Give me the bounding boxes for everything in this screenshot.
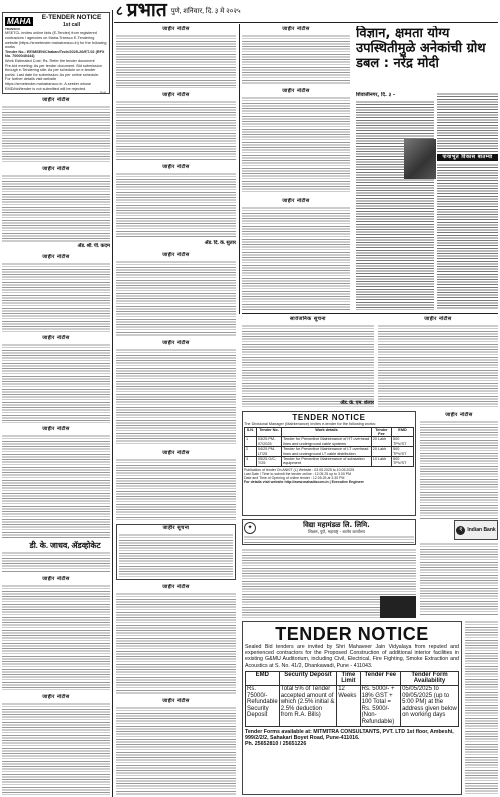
tender1-cell: 05/25 O/C-T/25 [256, 457, 281, 467]
tender1-cell: Tender for Preventive Maintenance of substation equipment [282, 457, 372, 467]
school-notice [242, 519, 416, 545]
tender2-cell: 12 Weeks [337, 686, 360, 727]
band-notice-heading-2: जाहीर नोटीस [424, 316, 452, 322]
mid-notice-heading-5: जाहीर नोटीस [162, 340, 190, 346]
bank-name: Indian Bank [467, 527, 496, 533]
mid-notice-body-7 [116, 592, 236, 694]
band-notice-body-2 [378, 324, 498, 408]
right-notice-body-3 [465, 620, 498, 795]
school-emblem-icon: ✦ [244, 522, 256, 534]
left-notice-body-5 [2, 434, 110, 538]
etender-cost: Work Estimated Cost: Rs. Refer the tender document [5, 58, 95, 63]
vigyan-body-2 [437, 92, 498, 152]
etender-notice [2, 12, 110, 94]
vigyan-sidebox-title: पायाभूत विकास बातम्या [437, 154, 498, 161]
mid-notice-body-5 [116, 348, 236, 446]
mid-notice-body-2 [116, 100, 236, 160]
mid-notice-body-1 [116, 34, 236, 88]
mid-notice-heading-4: जाहीर नोटीस [162, 252, 190, 258]
left-signature-2: डी. के. जाधव, ॲडव्होकेट [29, 541, 101, 550]
column-rule-left [112, 10, 113, 797]
left-notice-body-3 [2, 262, 110, 332]
tender2-cell: Rs. 75000/- Refundable Security Deposit [246, 686, 280, 727]
tender2-footer-2: Ph. 25652810 / 25651226 [245, 741, 307, 748]
tender1-cell: 03/25 PM-07/2025 [256, 437, 281, 447]
mid-notice-heading-6: जाहीर नोटीस [162, 450, 190, 456]
logo-text: MAHA [7, 16, 31, 26]
tender1-cell: 20 Lakh [371, 437, 391, 447]
tender2-footer-1: Tender Forms available at: MITMITRA CONSULTANTS, PVT. LTD 1st floor, Ambeshi, 999/2/2/2, Sahakari Boyet Road, Pune-411016. [245, 728, 454, 741]
tender2-col-emd: EMD [246, 671, 280, 685]
tender1-col-work: Work details [282, 427, 372, 437]
left-notice-heading-2: जाहीर नोटीस [42, 166, 70, 172]
tender1-col-emd: EMD [392, 427, 414, 437]
tender1-cell: 500 TPV/ST [392, 457, 414, 467]
left-notice-heading-7: जाहीर नोटीस [42, 694, 70, 700]
mid-notice-heading-7: जाहीर नोटीस [162, 584, 190, 590]
etender-dates: Pre-bid meeting: As per tender document. Bid submission through e-Tendering site: As per schedule on e-tender portal. Last date for submission: As per online schedule. [5, 63, 102, 77]
masthead-rule [114, 22, 498, 23]
vigyan-body-1 [356, 100, 434, 310]
tender1-table [244, 427, 414, 467]
etender-more: For further details visit website https://srmetender.mahatransco.in. A seeker whose EMD/bid/tender is not submitted will be rejected. [5, 77, 92, 91]
tender2-col-deposit: Security Deposit [279, 671, 337, 685]
tender2-col-fee: Tender Fee [360, 671, 400, 685]
tender1-footer-line: Date and Time of Opening of online tender : 12.05.25 at 3.30 PM [244, 476, 345, 481]
etender-logo-suffix: TRANSCO [5, 27, 20, 31]
left-signature-1: ॲड. श्री. पी. कदम [77, 244, 110, 249]
mid-notice-body-3 [116, 172, 236, 238]
school-body [244, 535, 414, 544]
tender-notice-1 [242, 411, 416, 516]
tender2-cell: Total 5% of Tender accepted amount of which (2.5% initial & 2.5% deduction from R.A. Bills) [279, 686, 337, 727]
tender1-cell: 04/25 PM-LT/25 [256, 447, 281, 457]
mr-notice-heading-1: जाहीर नोटीस [282, 26, 310, 32]
school-sub: शिक्षण, पुणे, महाराष्ट्र - शालेय कार्यालय [308, 529, 365, 534]
mid-notice-body-6 [116, 458, 236, 520]
tender2-header-row [246, 671, 459, 685]
tender1-footer-line: Publication of tender On ANKIT (L) Website : 03.05.2025 to 10.05.2025 [244, 467, 355, 472]
tender1-cell: 20 Lakh [371, 447, 391, 457]
mid-notice-heading-8: जाहीर नोटीस [162, 698, 190, 704]
left-notice-heading-6: जाहीर नोटीस [42, 576, 70, 582]
tender1-cell: Tender for Preventive Maintenance of HT overhead lines and underground cable systems [282, 437, 372, 447]
dateline: पुणे, शनिवार, दि. ३ मे २०२५ [170, 7, 241, 15]
mr-notice-heading-2: जाहीर नोटीस [282, 88, 310, 94]
tender1-title: TENDER NOTICE [292, 413, 366, 422]
tender1-col-no: Tender No. [256, 427, 281, 437]
masthead [116, 0, 246, 22]
mid-notice-heading-1: जाहीर नोटीस [162, 26, 190, 32]
tender2-table [245, 671, 459, 727]
mid-boxed-notice [116, 524, 236, 580]
left-notice-body-7 [2, 702, 110, 795]
mid-notice-heading-2: जाहीर नोटीस [162, 92, 190, 98]
left-notice-body-6 [2, 584, 110, 690]
tender2-title: TENDER NOTICE [275, 624, 429, 644]
etender-call: 1st call [63, 22, 80, 28]
tender1-cell: 500 TPV/ST [392, 437, 414, 447]
band-notice-body-1 [242, 324, 374, 408]
mahatransco-logo [5, 17, 33, 26]
tender-notice-2 [242, 621, 462, 795]
tender2-col-time: Time Limit [337, 671, 360, 685]
table-row [246, 686, 459, 727]
mid-notice-body-4 [116, 260, 236, 336]
left-notice-body-5b [2, 551, 110, 573]
band-signature: ॲड. के. एम. शेलार [340, 401, 374, 406]
tender2-intro: Sealed Bid tenders are invited by Shri Mahaveer Jain Vidyalaya from reputed and experienced contractors for the Proposed Construction of additional interior facilities in existing G&MU Auditorium, including Civil, Electrical, Fire Fighting, Smoke Extraction and Acoustics at S. No. 41/2, Dhankawadi, Pune - 411043. [245, 644, 459, 669]
signatory-label: Sd/- [100, 91, 107, 94]
mid-notice-body-8 [116, 706, 236, 795]
tender1-footer [244, 468, 414, 485]
right-notice-body-1 [420, 420, 498, 520]
mr-notice-body-1 [242, 34, 350, 84]
left-notice-heading-4: जाहीर नोटीस [42, 335, 70, 341]
mid-signature-1: ॲड. दि. के. सुतार [204, 241, 236, 246]
right-notice-body-2 [420, 542, 498, 616]
tender2-col-availability: Tender Form Availability [401, 671, 459, 685]
etender-header [5, 14, 107, 28]
table-row [245, 437, 414, 447]
left-notice-body-1 [2, 105, 110, 163]
tender1-cell: 500 TPV/ST [392, 447, 414, 457]
tender1-footer-line: Last Date / Time to submit the tender online : 12.05.25 up to 3.00 PM [244, 472, 352, 477]
table-row [245, 447, 414, 457]
tender1-footer-line: For details visit website http://www.mahadiscom.in | Executive Engineer [244, 480, 364, 485]
tender1-header-row [245, 427, 414, 437]
tender1-cell: Tender for Preventive Maintenance of LT overhead lines and underground LT cable distribution [282, 447, 372, 457]
vigyan-body-3 [437, 163, 498, 310]
tender1-cell: 3 [245, 457, 257, 467]
bank-logo-icon: ₹ [456, 526, 465, 535]
mid-notice-heading-3: जाहीर नोटीस [162, 164, 190, 170]
etender-tender-no: Tender No.: EE/MSEN/Chakan/Tech/2025-26/ET-02 (RFX No. 7000040444) [5, 49, 105, 59]
vigyan-photo [404, 139, 436, 179]
right-notice-heading-1: जाहीर नोटीस [445, 412, 473, 418]
tender1-cell: 2 [245, 447, 257, 457]
left-notice-body-2 [2, 174, 110, 242]
paper-name: प्रभात [126, 0, 167, 21]
vigyan-dateline: शिवाजीनगर, दि. ३ - [356, 92, 396, 98]
mid-lower-photo [380, 596, 416, 618]
tender2-cell: 05/05/2025 to 09/05/2025 (up to 5:00 PM) at the address given below on working days [401, 686, 459, 727]
mid-boxed-body [119, 533, 233, 579]
tender1-col-fee: Tender Fee [371, 427, 391, 437]
band-notice-heading-1: सार्वजनिक सूचना [290, 316, 326, 322]
tender1-intro: The Divisional Manager (Maintenance) invites e-tender for the following works: [244, 422, 376, 426]
tender1-cell: 1 [245, 437, 257, 447]
vigyan-headline: विज्ञान, क्षमता योग्य उपस्थितीमुळे अनेकांची ग्रोथ डबल : नरेंद्र मोदी [356, 26, 486, 71]
mid-boxed-heading: जाहीर सूचना [162, 525, 190, 531]
etender-title: E-TENDER NOTICE [41, 14, 102, 21]
section-rule [242, 313, 498, 314]
school-headline: विद्या महामंडळ लि. लिमि. [303, 521, 370, 529]
left-notice-heading-5: जाहीर नोटीस [42, 426, 70, 432]
column-rule-mid [239, 24, 240, 314]
tender1-cell: 10 Lakh [371, 457, 391, 467]
left-notice-heading-1: जाहीर नोटीस [42, 97, 70, 103]
etender-signatory [5, 91, 107, 94]
page-number: ८ [116, 3, 123, 18]
left-notice-heading-3: जाहीर नोटीस [42, 254, 70, 260]
left-notice-body-4 [2, 343, 110, 423]
tender1-col-sn: S.N. [245, 427, 257, 437]
bank-ad [454, 520, 498, 540]
mr-notice-body-3 [242, 206, 350, 310]
tender2-cell: Rs. 5000/- + 18% GST + 100 Total = Rs. 5900/- (Non-Refundable) [360, 686, 400, 727]
etender-intro: MSETCL invites online bids (E-Tender) from registered contractors / agencies on Maha-Transco E-Tendering website (https://srmetender.mahatransco.in) for the following works [5, 31, 107, 50]
table-row [245, 457, 414, 467]
mr-notice-heading-3: जाहीर नोटीस [282, 198, 310, 204]
mr-notice-body-2 [242, 96, 350, 194]
